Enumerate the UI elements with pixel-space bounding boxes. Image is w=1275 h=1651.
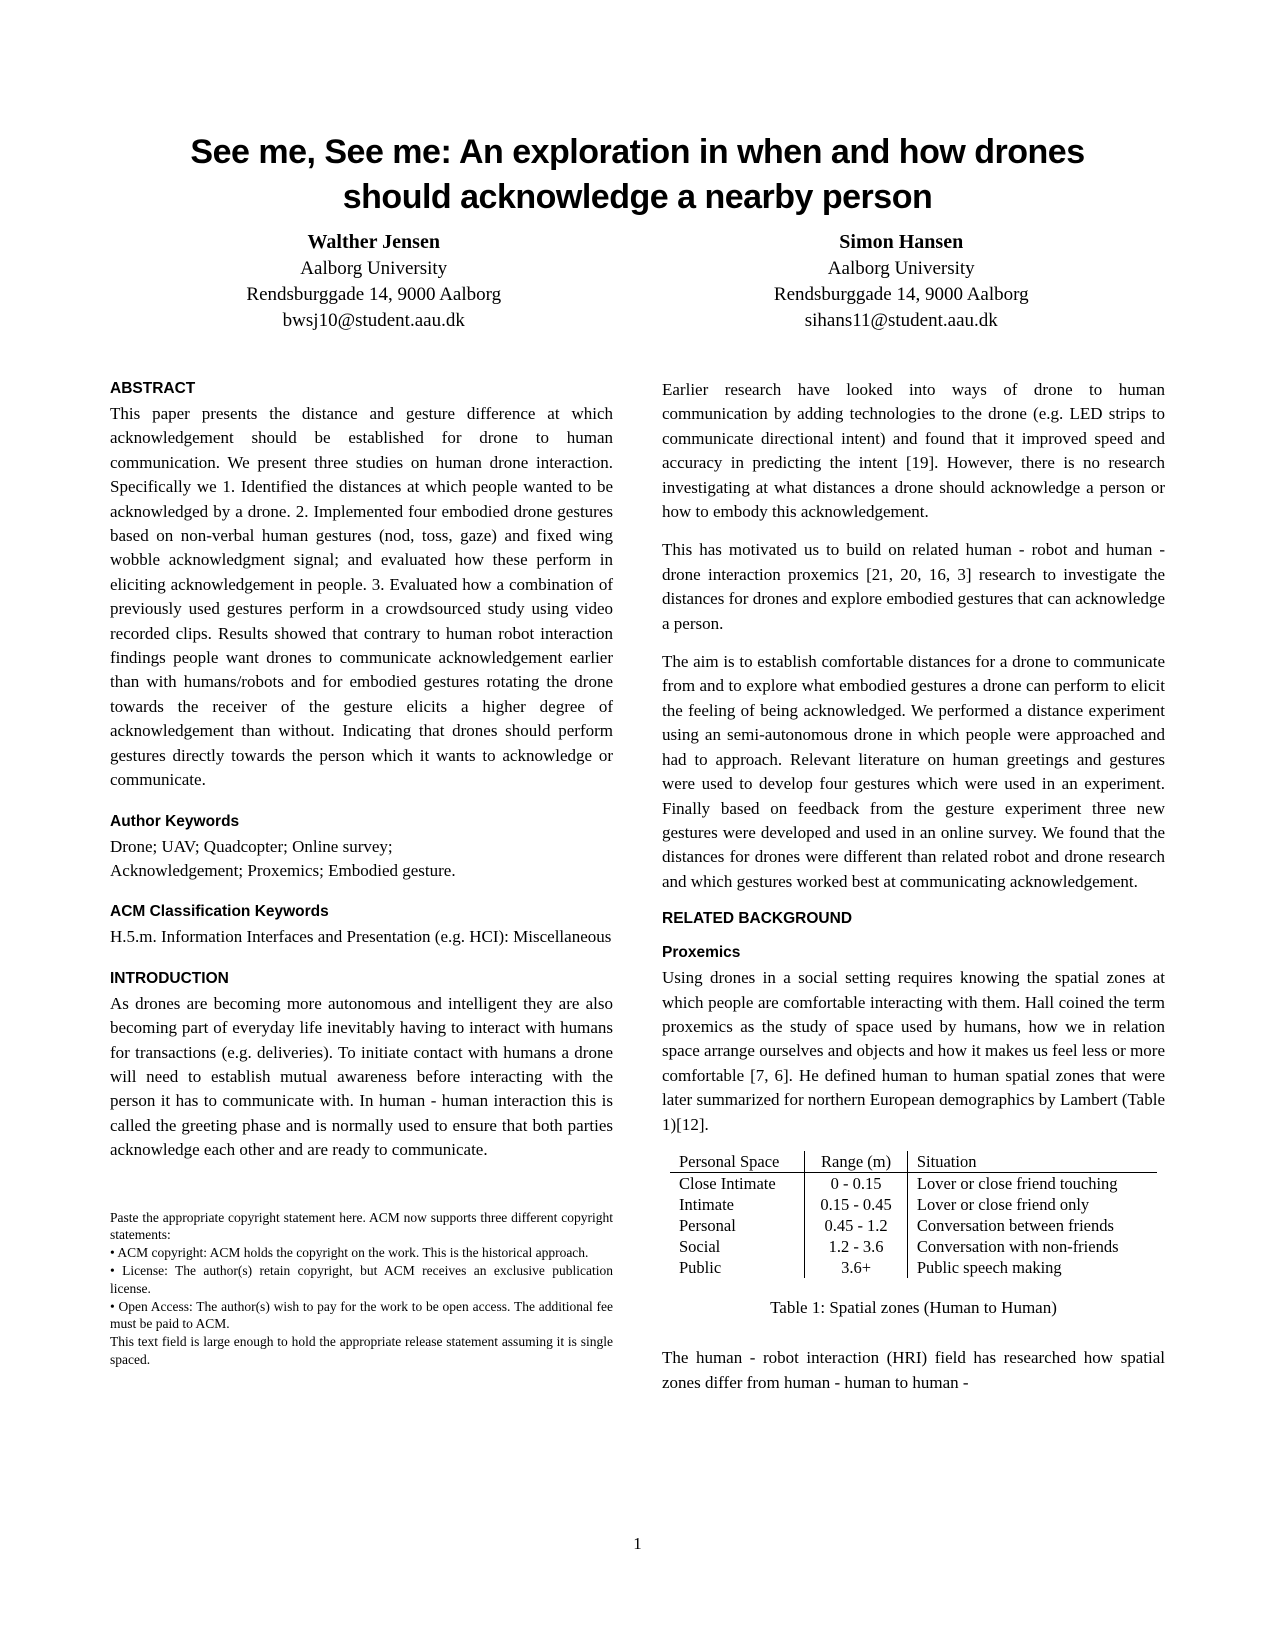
table-cell: Personal: [670, 1215, 805, 1236]
table-cell: 0.45 - 1.2: [805, 1215, 908, 1236]
left-column: [110, 378, 613, 1369]
paper-title-line1: See me, See me: An exploration in when and how drones: [190, 133, 1085, 171]
section-heading-proxemics: Proxemics: [662, 944, 741, 962]
copyright-line: • ACM copyright: ACM holds the copyright on the work. This is the historical approach.: [110, 1245, 589, 1261]
copyright-line: Paste the appropriate copyright statement here. ACM now supports three different copyright statements:: [110, 1209, 613, 1243]
paper-title-line2: should acknowledge a nearby person: [342, 178, 933, 216]
table-header-row: [670, 1151, 1157, 1173]
table-row: [670, 1215, 1157, 1236]
spatial-zones-table: [670, 1151, 1157, 1278]
table-cell: Conversation with non-friends: [916, 1236, 1119, 1256]
author-affiliation: Aalborg University: [300, 258, 448, 279]
table-cell: Public: [670, 1257, 805, 1278]
section-heading-related-background: RELATED BACKGROUND: [662, 910, 853, 928]
introduction-text: As drones are becoming more autonomous and intelligent they are also becoming part of everyday life inevitably having to interact with humans for transactions (e.g. deliveries). To initiate contact with humans a drone will need to establish mutual awareness before interacting with the person it has to communicate with. In human - human interaction this is called the greeting phase and is normally used to ensure that both parties acknowledge each other and are ready to communicate.: [110, 993, 613, 1160]
copyright-line: • License: The author(s) retain copyright, but ACM receives an exclusive publication license.: [110, 1262, 613, 1296]
table-cell: 0.15 - 0.45: [805, 1194, 908, 1215]
right-column: [662, 378, 1165, 1409]
table-cell: Lover or close friend only: [916, 1194, 1090, 1214]
author-address: Rendsburggade 14, 9000 Aalborg: [773, 284, 1029, 305]
table-cell: Public speech making: [916, 1257, 1062, 1277]
paper-title: [90, 130, 1185, 220]
copyright-line: • Open Access: The author(s) wish to pay for the work to be open access. The additional fee must be paid to ACM.: [110, 1298, 613, 1332]
table-cell: Intimate: [670, 1194, 805, 1215]
table-cell: 0 - 0.15: [805, 1172, 908, 1194]
author-email: bwsj10@student.aau.dk: [282, 310, 465, 331]
table-cell: Lover or close friend touching: [916, 1173, 1118, 1193]
author-email: sihans11@student.aau.dk: [804, 310, 998, 331]
table-row: [670, 1172, 1157, 1194]
author-block-2: [638, 228, 1166, 334]
table-row: [670, 1194, 1157, 1215]
keywords-line: Acknowledgement; Proxemics; Embodied gesture.: [110, 860, 456, 880]
table-row: [670, 1236, 1157, 1257]
table-header-personal-space: Personal Space: [670, 1151, 805, 1173]
keywords-line: Drone; UAV; Quadcopter; Online survey;: [110, 836, 393, 856]
copyright-line: This text field is large enough to hold the appropriate release statement assuming it is single spaced.: [110, 1334, 613, 1367]
table-cell: Social: [670, 1236, 805, 1257]
section-heading-introduction: INTRODUCTION: [110, 969, 229, 987]
table-cell: 3.6+: [805, 1257, 908, 1278]
table-header-range: Range (m): [805, 1151, 908, 1173]
proxemics-text: Using drones in a social setting requires knowing the spatial zones at which people are comfortable interacting with them. Hall coined the term proxemics as the study of space used by humans, how we in relation space arrange ourselves and objects and how it makes us feel less or more comfortable [7, 6]. He defined human to human spatial zones that were later summarized for northern European demographics by Lambert (Table 1)[12].: [662, 968, 1165, 1134]
table-cell: Conversation between friends: [916, 1215, 1114, 1235]
section-heading-author-keywords: Author Keywords: [110, 812, 240, 830]
body-paragraph: The aim is to establish comfortable distances for a drone to communicate from and to explore what embodied gestures a drone can perform to elicit the feeling of being acknowledged. We performed a distance experiment using an semi-autonomous drone in which people were approached and had to approach. Relevant literature on human greetings and gestures were used to develop four gestures which were used in an experiment. Finally based on feedback from the gesture experiment three new gestures were developed and used in an online survey. We found that the distances for drones were different than related robot and drone research and which gestures worked best at communicating acknowledgement.: [662, 652, 1165, 891]
body-paragraph: The human - robot interaction (HRI) field has researched how spatial zones differ from human - human to human -: [662, 1348, 1165, 1392]
acm-classification-text: H.5.m. Information Interfaces and Presentation (e.g. HCI): Miscellaneous: [110, 927, 612, 947]
body-paragraph: Earlier research have looked into ways of drone to human communication by adding technologies to the drone (e.g. LED strips to communicate directional intent) and found that it improved speed and accuracy in predicting the intent [19]. However, there is no research investigating at what distances a drone should acknowledge a person or how to embody this acknowledgement.: [662, 380, 1165, 522]
page-number: 1: [633, 1534, 642, 1553]
body-paragraph: This has motivated us to build on related human - robot and human - drone interaction proxemics [21, 20, 16, 3] research to investigate the distances for drones and explore embodied gestures that can acknowledge a person.: [662, 540, 1165, 633]
author-name: Simon Hansen: [839, 231, 964, 253]
table-cell: Close Intimate: [670, 1172, 805, 1194]
author-affiliation: Aalborg University: [827, 258, 975, 279]
author-block-1: [110, 228, 638, 334]
author-name: Walther Jensen: [307, 231, 440, 253]
table-cell: 1.2 - 3.6: [805, 1236, 908, 1257]
author-address: Rendsburggade 14, 9000 Aalborg: [246, 284, 502, 305]
author-keywords: [110, 835, 613, 884]
copyright-notice: [110, 1209, 613, 1369]
abstract-text: This paper presents the distance and gesture difference at which acknowledgement should be established for drone to human communication. We present three studies on human drone interaction. Specifically we 1. Identified the distances at which people wanted to be acknowledged by a drone. 2. Implemented four embodied drone gestures based on non-verbal human gestures (nod, toss, gaze) and fixed wing wobble acknowledgment signal; and evaluated how these perform in eliciting acknowledgement in people. 3. Evaluated how a combination of previously used gestures perform in a crowdsourced study using video recorded clips. Results showed that contrary to human robot interaction findings people want drones to communicate acknowledgement earlier than with humans/robots and for embodied gestures rotating the drone towards the receiver of the gesture elicits a higher degree of acknowledgement than without. Indicating that drones should perform gestures directly towards the person which it wants to acknowledge or communicate.: [110, 404, 613, 790]
table-row: [670, 1257, 1157, 1278]
authors-row: [110, 228, 1165, 334]
table-caption: Table 1: Spatial zones (Human to Human): [770, 1297, 1057, 1317]
section-heading-abstract: ABSTRACT: [110, 380, 196, 397]
section-heading-acm-classification: ACM Classification Keywords: [110, 903, 329, 921]
table-header-situation: Situation: [907, 1151, 1157, 1173]
